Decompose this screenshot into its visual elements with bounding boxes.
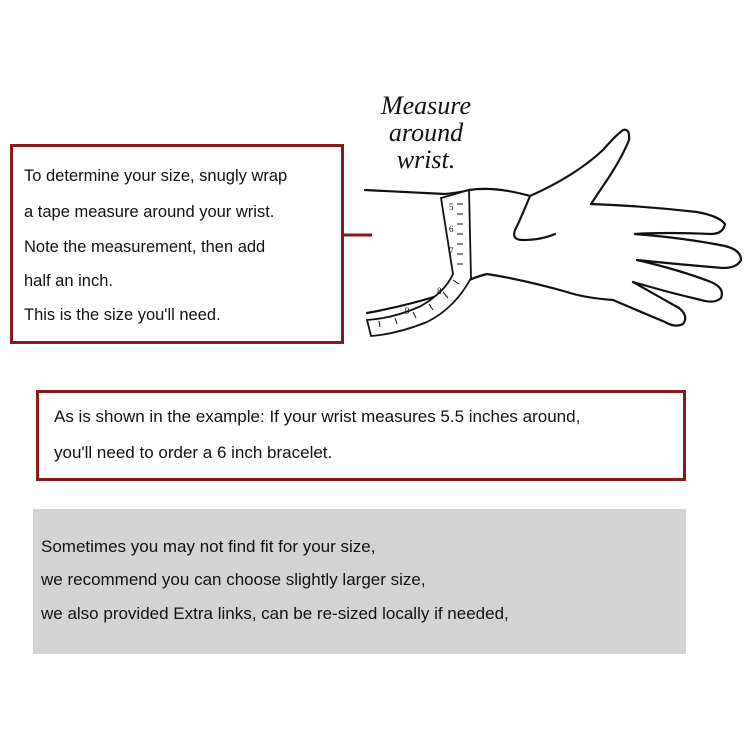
note-line: Sometimes you may not find fit for your size, — [41, 537, 376, 556]
caption-line: wrist. — [396, 145, 456, 174]
example-box — [36, 390, 686, 481]
hand-outline — [447, 274, 613, 300]
finger-outline — [591, 204, 725, 234]
example-line: As is shown in the example: If your wrist measures 5.5 inches around, — [54, 407, 581, 426]
instruction-line: half an inch. — [24, 272, 113, 290]
note-box — [33, 509, 686, 654]
tape-number: 9 — [405, 306, 410, 316]
example-line: you'll need to order a 6 inch bracelet. — [54, 443, 333, 462]
tape-number: 6 — [449, 224, 454, 234]
thumb-crease — [514, 196, 555, 240]
instructions-box — [10, 144, 344, 344]
tape-number: 8 — [437, 286, 442, 296]
forearm-outline — [365, 190, 469, 194]
finger-outline — [613, 282, 685, 326]
note-line: we recommend you can choose slightly larger size, — [41, 570, 426, 589]
hand-outline — [469, 130, 629, 204]
instruction-line: To determine your size, snugly wrap — [24, 167, 288, 185]
tape-measure — [367, 190, 471, 336]
caption-line: around — [388, 118, 464, 147]
instruction-line: This is the size you'll need. — [24, 306, 221, 324]
tape-number: 7 — [449, 246, 454, 256]
note-line: we also provided Extra links, can be re-sized locally if needed, — [41, 604, 509, 623]
hand-illustration — [345, 108, 745, 348]
instruction-line: a tape measure around your wrist. — [24, 203, 275, 221]
tape-number: 5 — [449, 202, 454, 212]
caption-line: Measure — [380, 91, 471, 120]
instruction-line: Note the measurement, then add — [24, 238, 266, 256]
